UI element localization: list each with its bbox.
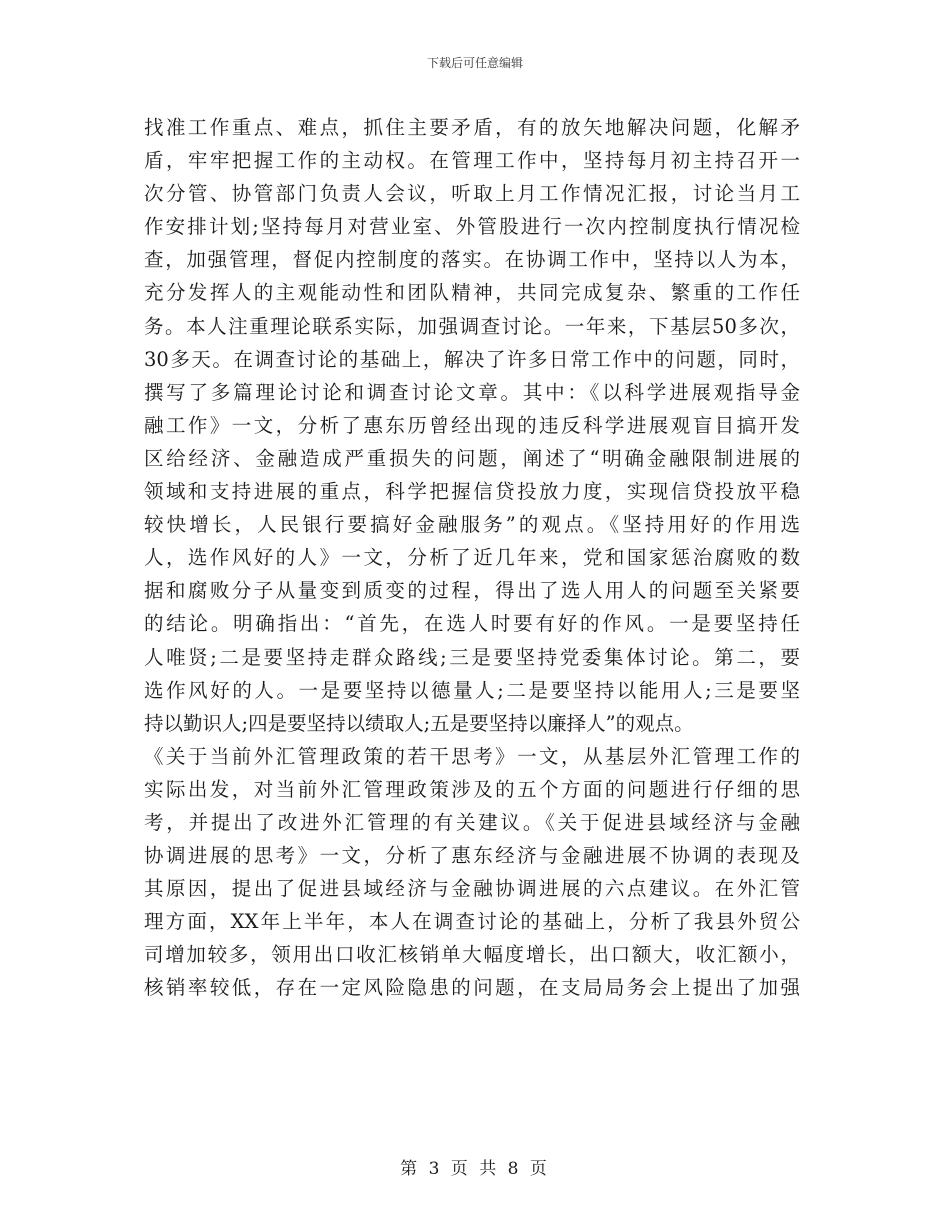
body-line: 司增加较多，领用出口收汇核销单大幅度增长，出口额大，收汇额小， <box>144 943 800 967</box>
body-line: 领域和支持进展的重点，科学把握信贷投放力度，实现信贷投放平稳 <box>144 480 800 504</box>
body-line: 盾，牢牢把握工作的主动权。在管理工作中，坚持每月初主持召开一 <box>144 149 800 173</box>
body-line: 融工作》一文，分析了惠东历曾经出现的违反科学进展观盲目搞开发 <box>144 413 800 437</box>
body-line: 实际出发，对当前外汇管理政策涉及的五个方面的问题进行仔细的思 <box>144 777 800 801</box>
page-number-footer: 第 3 页 共 8 页 <box>400 1159 550 1179</box>
body-line: 次分管、协管部门负责人会议，听取上月工作情况汇报，讨论当月工 <box>144 182 800 206</box>
page-header-note: 下载后可任意编辑 <box>426 56 523 70</box>
body-line: 核销率较低，存在一定风险隐患的问题，在支局局务会上提出了加强 <box>144 976 800 1000</box>
document-body <box>144 111 800 1005</box>
body-line: 作安排计划;坚持每月对营业室、外管股进行一次内控制度执行情况检 <box>144 215 800 239</box>
body-line: 30多天。在调查讨论的基础上，解决了许多日常工作中的问题，同时， <box>144 347 800 371</box>
body-line: 理方面，XX年上半年，本人在调查讨论的基础上，分析了我县外贸公 <box>144 910 800 934</box>
body-line: 的结论。明确指出：“首先，在选人时要有好的作风。一是要坚持任 <box>144 612 800 636</box>
body-line: 其原因，提出了促进县域经济与金融协调进展的六点建议。在外汇管 <box>144 877 800 901</box>
body-line: 选作风好的人。一是要坚持以德量人;二是要坚持以能用人;三是要坚 <box>144 678 800 702</box>
body-line: 持以勤识人;四是要坚持以绩取人;五是要坚持以廉择人”的观点。 <box>144 711 694 735</box>
body-line: 务。本人注重理论联系实际，加强调查讨论。一年来，下基层50多次， <box>144 314 800 338</box>
body-line: 查，加强管理，督促内控制度的落实。在协调工作中，坚持以人为本， <box>144 248 800 272</box>
body-line: 协调进展的思考》一文，分析了惠东经济与金融进展不协调的表现及 <box>144 844 800 868</box>
body-line: 人唯贤;二是要坚持走群众路线;三是要坚持党委集体讨论。第二，要 <box>144 645 800 669</box>
body-line: 较快增长，人民银行要搞好金融服务”的观点。《坚持用好的作用选 <box>144 513 800 537</box>
body-line: 找准工作重点、难点，抓住主要矛盾，有的放矢地解决问题，化解矛 <box>144 116 800 139</box>
body-line: 人，选作风好的人》一文，分析了近几年来，党和国家惩治腐败的数 <box>144 546 800 570</box>
body-line: 撰写了多篇理论讨论和调查讨论文章。其中：《以科学进展观指导金 <box>144 380 800 404</box>
body-line: 区给经济、金融造成严重损失的问题，阐述了“明确金融限制进展的 <box>144 446 800 470</box>
body-line: 《关于当前外汇管理政策的若干思考》一文，从基层外汇管理工作的 <box>144 744 800 768</box>
body-line: 考，并提出了改进外汇管理的有关建议。《关于促进县域经济与金融 <box>144 810 800 834</box>
body-line: 充分发挥人的主观能动性和团队精神，共同完成复杂、繁重的工作任 <box>144 281 800 305</box>
body-line: 据和腐败分子从量变到质变的过程，得出了选人用人的问题至关紧要 <box>144 579 800 603</box>
